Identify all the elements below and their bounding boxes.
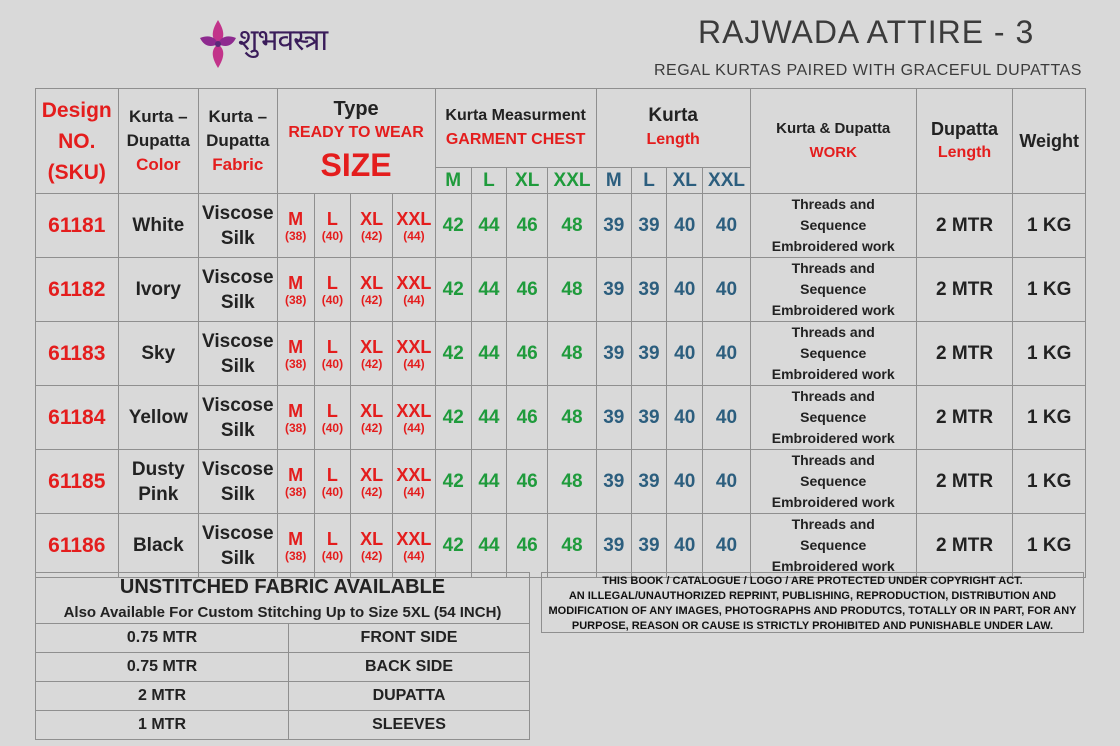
chest-value: 42 — [435, 514, 471, 578]
size-cell — [314, 450, 350, 514]
size-cell — [314, 386, 350, 450]
color-cell — [118, 450, 199, 514]
fabric-line: Viscose — [202, 458, 274, 480]
header-dupatta-l1: Dupatta — [931, 119, 999, 139]
header-fabric-l3: Fabric — [212, 155, 264, 174]
table-row — [36, 258, 1086, 322]
size-cell — [277, 386, 314, 450]
work-line: Sequence — [800, 345, 867, 361]
work-line: Threads and — [791, 260, 875, 276]
sub-length-xxl: XXL — [703, 168, 750, 194]
color-value: Dusty Pink — [131, 458, 185, 505]
header-type-l1: Type — [333, 98, 379, 120]
sku-cell: 61183 — [36, 322, 119, 386]
dupatta-length-cell: 2 MTR — [916, 322, 1013, 386]
size-cell — [277, 322, 314, 386]
color-value: White — [132, 215, 185, 236]
fabric-cell — [199, 514, 278, 578]
header-length-l1: Kurta — [648, 105, 698, 126]
fabric-part: BACK SIDE — [289, 653, 530, 682]
chest-value: 46 — [507, 258, 548, 322]
size-cell — [277, 194, 314, 258]
fabric-row — [36, 682, 530, 711]
length-value: 40 — [703, 450, 750, 514]
chest-value: 44 — [471, 386, 506, 450]
table-row — [36, 514, 1086, 578]
length-value: 40 — [703, 514, 750, 578]
sku-cell: 61185 — [36, 450, 119, 514]
sku-cell: 61186 — [36, 514, 119, 578]
copyright-line: AN ILLEGAL/UNAUTHORIZED REPRINT, PUBLISHING, REPRODUCTION, DISTRIBUTION AND — [568, 590, 1057, 602]
length-value: 39 — [596, 194, 631, 258]
size-cell — [393, 514, 435, 578]
size-number: (40) — [321, 356, 344, 371]
chest-value: 48 — [548, 450, 596, 514]
fabric-qty: 1 MTR — [36, 711, 289, 740]
work-cell — [750, 450, 916, 514]
size-number: (44) — [403, 420, 425, 435]
header-measure-l2: GARMENT CHEST — [445, 131, 586, 148]
chest-value: 48 — [548, 194, 596, 258]
header-fabric-l2: Dupatta — [206, 131, 270, 150]
chest-value: 48 — [548, 386, 596, 450]
chest-value: 46 — [507, 194, 548, 258]
fabric-line: Viscose — [202, 394, 274, 416]
header-type — [277, 89, 435, 194]
chest-value: 46 — [507, 450, 548, 514]
work-line: Threads and — [791, 452, 875, 468]
size-cell — [393, 450, 435, 514]
copyright-notice — [541, 572, 1084, 633]
size-cell — [351, 194, 393, 258]
length-value: 39 — [631, 258, 666, 322]
size-cell — [351, 450, 393, 514]
fabric-line: Viscose — [202, 202, 274, 224]
length-value: 40 — [667, 194, 703, 258]
header-design — [36, 89, 119, 194]
chest-value: 48 — [548, 258, 596, 322]
chest-value: 46 — [507, 514, 548, 578]
size-number: (38) — [284, 484, 307, 499]
work-line: Embroidered work — [771, 366, 895, 382]
size-label: L — [326, 528, 338, 549]
chest-value: 44 — [471, 450, 506, 514]
work-line: Embroidered work — [771, 494, 895, 510]
work-cell — [750, 322, 916, 386]
size-label: XXL — [396, 400, 432, 421]
size-label: XL — [360, 464, 384, 485]
chest-value: 42 — [435, 386, 471, 450]
chest-value: 42 — [435, 194, 471, 258]
header-weight: Weight — [1013, 89, 1086, 194]
work-cell — [750, 386, 916, 450]
length-value: 39 — [596, 322, 631, 386]
header-dupatta-l2: Length — [937, 144, 992, 161]
color-cell — [118, 386, 199, 450]
size-number: (40) — [321, 484, 344, 499]
length-value: 40 — [667, 386, 703, 450]
size-label: XXL — [396, 528, 432, 549]
size-cell — [314, 514, 350, 578]
size-number: (42) — [360, 420, 383, 435]
header-row — [36, 89, 1086, 168]
size-label: L — [326, 336, 338, 357]
size-label: M — [288, 464, 304, 485]
color-cell — [118, 514, 199, 578]
size-label: XXL — [396, 272, 432, 293]
color-value: Ivory — [135, 279, 181, 300]
size-cell — [393, 322, 435, 386]
size-label: L — [326, 208, 338, 229]
table-row — [36, 322, 1086, 386]
table-body — [36, 194, 1086, 578]
work-line: Embroidered work — [771, 430, 895, 446]
length-value: 39 — [631, 194, 666, 258]
size-label: M — [288, 272, 304, 293]
fabric-cell — [199, 450, 278, 514]
size-label: M — [288, 208, 304, 229]
size-cell — [314, 258, 350, 322]
size-cell — [351, 514, 393, 578]
sub-chest-m: M — [435, 168, 471, 194]
weight-cell: 1 KG — [1013, 322, 1086, 386]
header-measure-l1: Kurta Measurment — [445, 107, 586, 124]
size-number: (42) — [360, 292, 383, 307]
fabric-line: Viscose — [202, 330, 274, 352]
page-subtitle: REGAL KURTAS PAIRED WITH GRACEFUL DUPATTAS — [654, 62, 1082, 79]
size-label: XL — [360, 400, 384, 421]
size-number: (40) — [321, 548, 344, 563]
color-value: Sky — [141, 343, 176, 364]
fabric-qty: 0.75 MTR — [36, 653, 289, 682]
size-number: (40) — [321, 292, 344, 307]
header-design-line: NO. — [58, 129, 96, 153]
table-row — [36, 194, 1086, 258]
header-design-line: Design — [41, 98, 112, 122]
size-label: XXL — [396, 464, 432, 485]
fabric-row — [36, 711, 530, 740]
dupatta-length-cell: 2 MTR — [916, 194, 1013, 258]
header-dupatta — [916, 89, 1013, 194]
size-label: XXL — [396, 208, 432, 229]
size-cell — [277, 258, 314, 322]
fabric-table — [35, 572, 530, 740]
size-label: XL — [360, 528, 384, 549]
header-color-l3: Color — [136, 155, 181, 174]
chest-value: 44 — [471, 258, 506, 322]
size-label: XL — [360, 336, 384, 357]
chest-value: 46 — [507, 386, 548, 450]
sku-cell: 61181 — [36, 194, 119, 258]
weight-cell: 1 KG — [1013, 258, 1086, 322]
size-number: (42) — [360, 548, 383, 563]
length-value: 40 — [667, 322, 703, 386]
work-line: Sequence — [800, 217, 867, 233]
size-cell — [314, 322, 350, 386]
fabric-line: Silk — [220, 227, 255, 249]
fabric-title: UNSTITCHED FABRIC AVAILABLE — [36, 573, 530, 602]
work-cell — [750, 258, 916, 322]
length-value: 40 — [667, 450, 703, 514]
dupatta-length-cell: 2 MTR — [916, 450, 1013, 514]
swastik-logo-icon — [196, 16, 240, 72]
chest-value: 42 — [435, 322, 471, 386]
size-number: (40) — [321, 228, 344, 243]
header-color — [118, 89, 199, 194]
length-value: 40 — [703, 322, 750, 386]
size-number: (44) — [403, 548, 425, 563]
work-line: Sequence — [800, 537, 867, 553]
fabric-cell — [199, 194, 278, 258]
page-title: RAJWADA ATTIRE - 3 — [698, 14, 1035, 50]
sub-length-m: M — [596, 168, 631, 194]
size-number: (44) — [403, 228, 425, 243]
size-cell — [277, 514, 314, 578]
length-value: 39 — [631, 386, 666, 450]
size-cell — [351, 386, 393, 450]
fabric-line: Viscose — [202, 266, 274, 288]
size-label: XL — [360, 208, 384, 229]
work-line: Embroidered work — [771, 238, 895, 254]
header-design-line: (SKU) — [47, 160, 106, 184]
size-cell — [393, 194, 435, 258]
work-line: Embroidered work — [771, 558, 895, 574]
color-cell — [118, 322, 199, 386]
chest-value: 48 — [548, 514, 596, 578]
chest-value: 48 — [548, 322, 596, 386]
work-cell — [750, 514, 916, 578]
fabric-line: Viscose — [202, 522, 274, 544]
work-line: Threads and — [791, 388, 875, 404]
size-number: (38) — [284, 292, 307, 307]
table-row — [36, 450, 1086, 514]
color-value: Yellow — [128, 407, 188, 428]
size-number: (38) — [284, 548, 307, 563]
header-type-l3: SIZE — [320, 147, 392, 183]
length-value: 40 — [667, 514, 703, 578]
header-work-l1: Kurta & Dupatta — [776, 120, 891, 137]
copyright-line: MODIFICATION OF ANY IMAGES, PHOTOGRAPHS AND PRODUTCS, TOTALLY OR IN PART, FOR ANY — [548, 605, 1077, 617]
length-value: 39 — [596, 450, 631, 514]
fabric-line: Silk — [220, 291, 255, 313]
length-value: 39 — [631, 450, 666, 514]
weight-cell: 1 KG — [1013, 194, 1086, 258]
sub-chest-l: L — [471, 168, 506, 194]
header-work — [750, 89, 916, 194]
work-line: Threads and — [791, 196, 875, 212]
work-cell — [750, 194, 916, 258]
work-line: Sequence — [800, 281, 867, 297]
size-number: (38) — [284, 420, 307, 435]
chest-value: 42 — [435, 258, 471, 322]
dupatta-length-cell: 2 MTR — [916, 514, 1013, 578]
fabric-cell — [199, 386, 278, 450]
fabric-row — [36, 624, 530, 653]
length-value: 39 — [631, 322, 666, 386]
sub-length-xl: XL — [667, 168, 703, 194]
table-row — [36, 386, 1086, 450]
header-fabric-l1: Kurta – — [208, 107, 268, 126]
size-label: M — [288, 336, 304, 357]
size-number: (40) — [321, 420, 344, 435]
size-label: L — [326, 400, 338, 421]
size-number: (44) — [403, 356, 425, 371]
length-value: 40 — [703, 194, 750, 258]
fabric-part: FRONT SIDE — [289, 624, 530, 653]
size-number: (38) — [284, 228, 307, 243]
weight-cell: 1 KG — [1013, 450, 1086, 514]
header-color-l2: Dupatta — [126, 131, 190, 150]
sku-cell: 61184 — [36, 386, 119, 450]
work-line: Embroidered work — [771, 302, 895, 318]
length-value: 39 — [631, 514, 666, 578]
sub-length-l: L — [631, 168, 666, 194]
fabric-row — [36, 653, 530, 682]
fabric-cell — [199, 322, 278, 386]
size-cell — [393, 386, 435, 450]
work-line: Threads and — [791, 516, 875, 532]
header-type-l2: READY TO WEAR — [288, 124, 424, 141]
sub-chest-xxl: XXL — [548, 168, 596, 194]
fabric-subtitle: Also Available For Custom Stitching Up to Size 5XL (54 INCH) — [36, 601, 530, 624]
header-measure — [435, 89, 596, 168]
weight-cell: 1 KG — [1013, 386, 1086, 450]
size-cell — [314, 194, 350, 258]
length-value: 39 — [596, 258, 631, 322]
chest-value: 42 — [435, 450, 471, 514]
header-length-l2: Length — [646, 131, 700, 148]
color-cell — [118, 258, 199, 322]
size-label: M — [288, 400, 304, 421]
size-cell — [277, 450, 314, 514]
fabric-qty: 2 MTR — [36, 682, 289, 711]
work-line: Threads and — [791, 324, 875, 340]
fabric-part: SLEEVES — [289, 711, 530, 740]
work-line: Sequence — [800, 409, 867, 425]
fabric-part: DUPATTA — [289, 682, 530, 711]
size-number: (42) — [360, 484, 383, 499]
brand-logo — [196, 10, 376, 78]
size-label: XL — [360, 272, 384, 293]
chest-value: 44 — [471, 194, 506, 258]
chest-value: 44 — [471, 322, 506, 386]
header-color-l1: Kurta – — [129, 107, 188, 126]
size-number: (42) — [360, 228, 383, 243]
copyright-line: PURPOSE, REASON OR CAUSE IS STRICTLY PROHIBITED AND PUNISHABLE UNDER LAW. — [571, 620, 1054, 632]
length-value: 39 — [596, 514, 631, 578]
length-value: 40 — [667, 258, 703, 322]
chest-value: 46 — [507, 322, 548, 386]
size-label: L — [326, 464, 338, 485]
length-value: 40 — [703, 258, 750, 322]
chest-value: 44 — [471, 514, 506, 578]
size-cell — [351, 322, 393, 386]
sub-chest-xl: XL — [507, 168, 548, 194]
size-cell — [351, 258, 393, 322]
fabric-line: Silk — [220, 547, 255, 569]
length-value: 40 — [703, 386, 750, 450]
size-label: XXL — [396, 336, 432, 357]
size-label: L — [326, 272, 338, 293]
fabric-line: Silk — [220, 483, 255, 505]
header-fabric — [199, 89, 278, 194]
color-value: Black — [132, 535, 184, 556]
color-cell — [118, 194, 199, 258]
length-value: 39 — [596, 386, 631, 450]
header-work-l2: WORK — [809, 144, 857, 161]
size-number: (44) — [403, 292, 425, 307]
work-line: Sequence — [800, 473, 867, 489]
sku-cell: 61182 — [36, 258, 119, 322]
copyright-line: THIS BOOK / CATALOGUE / LOGO / ARE PROTECTED UNDER COPYRIGHT ACT. — [602, 575, 1023, 587]
size-number: (42) — [360, 356, 383, 371]
size-cell — [393, 258, 435, 322]
weight-cell: 1 KG — [1013, 514, 1086, 578]
dupatta-length-cell: 2 MTR — [916, 386, 1013, 450]
header-length — [596, 89, 750, 168]
fabric-line: Silk — [220, 419, 255, 441]
size-label: M — [288, 528, 304, 549]
fabric-line: Silk — [220, 355, 255, 377]
product-table — [35, 88, 1086, 578]
size-number: (44) — [403, 484, 425, 499]
dupatta-length-cell: 2 MTR — [916, 258, 1013, 322]
size-number: (38) — [284, 356, 307, 371]
logo-text: शुभवस्त्रा — [238, 23, 328, 58]
fabric-qty: 0.75 MTR — [36, 624, 289, 653]
fabric-cell — [199, 258, 278, 322]
